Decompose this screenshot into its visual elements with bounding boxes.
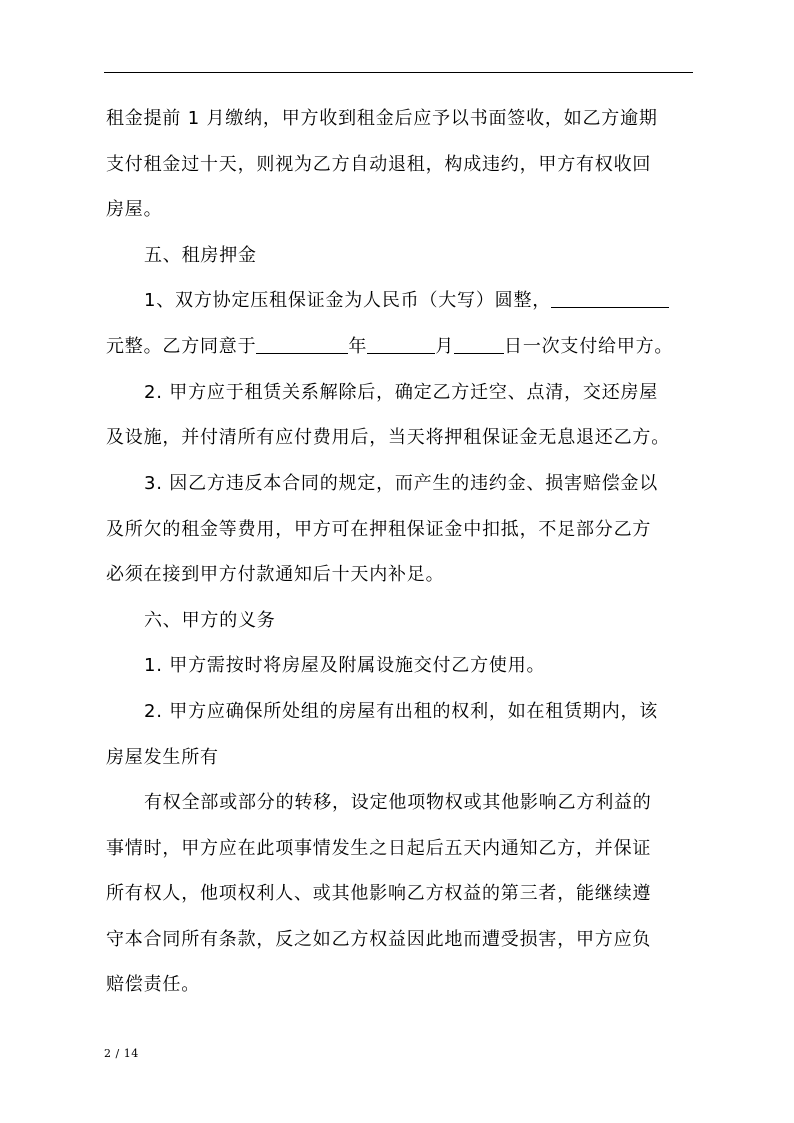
header-rule [104,72,693,73]
month-blank[interactable] [367,335,435,354]
paragraph-line: 所有权人，他项权利人、或其他影响乙方权益的第三者，能继续遵 [106,883,652,904]
amount-blank[interactable] [551,289,669,308]
paragraph-line: 支付租金过十天，则视为乙方自动退租，构成违约，甲方有权收回 [106,154,652,175]
paragraph-line: 3. 因乙方违反本合同的规定，而产生的违约金、损害赔偿金以 [144,473,659,494]
paragraph-line: 2. 甲方应确保所处组的房屋有出租的权利，如在租赁期内，该 [144,701,659,722]
paragraph-line: 事情时，甲方应在此项事情发生之日起后五天内通知乙方，并保证 [106,838,652,859]
section-heading-landlord-duties: 六、甲方的义务 [144,610,276,631]
day-label: 日一次支付给甲方。 [504,336,674,357]
section-heading-deposit: 五、租房押金 [144,245,257,266]
paragraph-line: 及设施，并付清所有应付费用后，当天将押租保证金无息退还乙方。 [106,427,670,448]
paragraph-line: 有权全部或部分的转移，设定他项物权或其他影响乙方利益的 [144,792,652,813]
year-label: 年 [348,336,368,357]
day-blank[interactable] [454,335,504,354]
paragraph-line: 赔偿责任。 [106,974,200,995]
paragraph-line: 房屋。 [106,199,163,220]
page-number: 2 / 14 [104,1047,139,1060]
month-label: 月 [435,336,455,357]
payment-date-line [106,334,673,360]
paragraph-line: 房屋发生所有 [106,747,219,768]
paragraph-line: 及所欠的租金等费用，甲方可在押租保证金中扣抵，不足部分乙方 [106,519,652,540]
year-blank[interactable] [256,335,348,354]
paragraph-line: 1. 甲方需按时将房屋及附属设施交付乙方使用。 [144,655,546,676]
paragraph-line: 2. 甲方应于租赁关系解除后，确定乙方迁空、点清，交还房屋 [144,382,659,403]
paragraph-line: 守本合同所有条款，反之如乙方权益因此地而遭受损害，甲方应负 [106,929,652,950]
paragraph-line: 必须在接到甲方付款通知后十天内补足。 [106,564,445,585]
clause-text: 1、双方协定压租保证金为人民币（大写）圆整， [144,290,552,311]
clause-text: 元整。乙方同意于 [106,336,257,357]
paragraph-line: 租金提前 1 月缴纳，甲方收到租金后应予以书面签收，如乙方逾期 [106,108,658,129]
deposit-clause-1 [144,288,669,314]
